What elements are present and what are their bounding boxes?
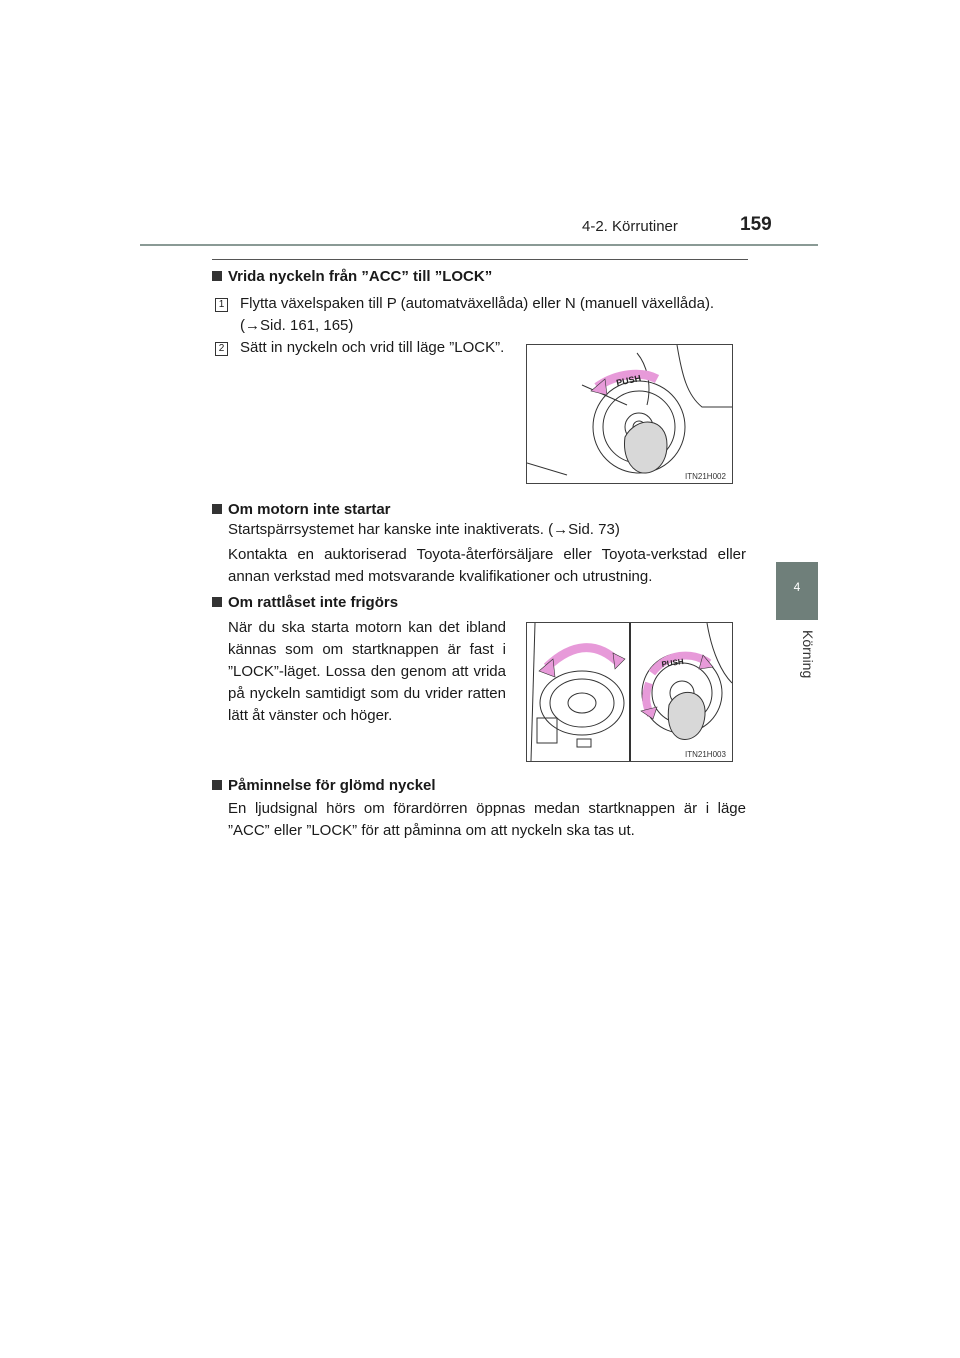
paragraph-immobilizer: Startspärrsystemet har kanske inte inaktiverats. (→Sid. 73)	[228, 521, 620, 538]
push-label: PUSH	[615, 372, 642, 388]
step-2-text: Sätt in nyckeln och vrid till läge ”LOCK”.	[240, 339, 505, 356]
heading-text: Vrida nyckeln från ”ACC” till ”LOCK”	[228, 268, 493, 285]
paragraph-key-reminder: En ljudsignal hörs om förardörren öppnas medan startknappen är i läge ”ACC” eller ”LOCK” för att påminna om att nyckeln ska tas ut.	[228, 800, 746, 839]
heading-steering-lock	[212, 594, 398, 611]
header-rule	[140, 244, 818, 246]
figure-key-cylinder	[526, 344, 733, 484]
heading-key-reminder	[212, 777, 436, 794]
step-1-instruction: Flytta växelspaken till P (automatväxellåda) eller N (manuell växellåda).	[240, 295, 715, 312]
steering-wheel-illustration	[527, 623, 732, 761]
key-cylinder-illustration	[527, 345, 732, 483]
paragraph-contact-dealer: Kontakta en auktoriserad Toyota-återförsäljare eller Toyota-verkstad eller annan verkstad med motsvarande kvalifikationer och utrustning.	[228, 546, 746, 585]
heading-text: Om motorn inte startar	[228, 501, 391, 518]
figure-code: ITN21H003	[685, 750, 726, 759]
figure-steering-wheel	[526, 622, 733, 762]
heading-turn-key	[212, 268, 492, 285]
heading-text: Påminnelse för glömd nyckel	[228, 777, 436, 794]
step-number-box: 2	[215, 342, 228, 356]
bullet-square-icon	[212, 271, 222, 281]
push-label: PUSH	[661, 656, 685, 669]
section-title: 4-2. Körrutiner	[582, 218, 678, 235]
chapter-label: Körning	[800, 630, 816, 679]
heading-engine-no-start	[212, 501, 391, 518]
paragraph-steering-lock: När du ska starta motorn kan det ibland kännas som om startknappen är fast i ”LOCK”-läget. Lossa den genom att vrida på nyckeln samtidigt som du vrider ratten lätt åt vänster och höger.	[228, 619, 506, 724]
bullet-square-icon	[212, 504, 222, 514]
step-1-text	[240, 293, 746, 337]
bullet-square-icon	[212, 597, 222, 607]
section-divider	[212, 259, 748, 260]
heading-text: Om rattlåset inte frigörs	[228, 594, 399, 611]
step-number-box: 1	[215, 298, 228, 312]
figure-code: ITN21H002	[685, 472, 726, 481]
step-1-reference: (→Sid. 161, 165)	[240, 317, 354, 334]
chapter-number: 4	[793, 580, 801, 594]
page-number: 159	[740, 214, 772, 235]
bullet-square-icon	[212, 780, 222, 790]
